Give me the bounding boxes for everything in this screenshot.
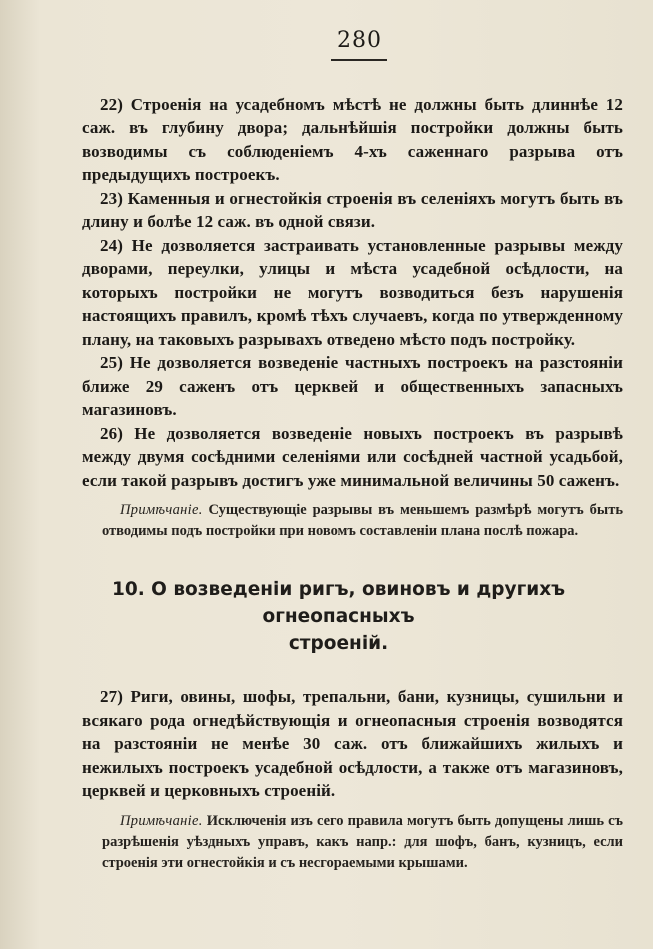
section-heading-line-2: строеній. xyxy=(288,633,389,654)
paragraph-23: 23) Каменныя и огнестойкія строенія въ селеніяхъ могутъ быть въ длину и болѣе 12 саж. въ одной связи. xyxy=(82,188,623,231)
paragraph-27: 27) Риги, овины, шофы, трепальни, бани, кузницы, сушильни и всякаго рода огнедѣйствующія и огнеопасныя строенія возводятся на разстояніи не менѣе 30 саж. отъ ближайшихъ жилыхъ и нежилыхъ построекъ усадебной осѣдлости, а также отъ магазиновъ, церквей и церковныхъ строеній. xyxy=(82,687,623,800)
note-2 xyxy=(102,811,623,874)
section-heading-line-1: 10. О возведеніи ригъ, овиновъ и другихъ огнеопасныхъ xyxy=(111,579,566,627)
note-2-text: Исключенія изъ сего правила могутъ быть допущены лишь съ разрѣшенія уѣздныхъ управъ, какъ напр.: для шофъ, банъ, кузницъ, если строенія эти огнестойкія и съ несгораемыми крышами. xyxy=(102,812,623,871)
paragraph-22: 22) Строенія на усадебномъ мѣстѣ не должны быть длиннѣе 12 саж. въ глубину двора; дальнѣйшія постройки должны быть возводимы съ соблюденіемъ 4-хъ саженнаго разрыва отъ предыдущихъ построекъ. xyxy=(82,94,623,184)
page-number: 280 xyxy=(337,28,382,53)
note-1 xyxy=(102,500,623,542)
paragraph-26: 26) Не дозволяется возведеніе новыхъ построекъ въ разрывѣ между двумя сосѣдними селеніями или сосѣдней частной усадьбой, если такой разрывъ достигъ уже минимальной величины 50 саженъ. xyxy=(82,423,623,490)
page-number-rule xyxy=(331,59,387,61)
note-2-label: Примѣчаніе. xyxy=(120,812,203,829)
note-1-text: Существующіе разрывы въ меньшемъ размѣрѣ могутъ быть отводимы подъ постройки при новомъ составленіи плана послѣ пожара. xyxy=(102,502,623,539)
paragraph-24: 24) Не дозволяется застраивать установленные разрывы между дворами, переулки, улицы и мѣста усадебной осѣдлости, на которыхъ постройки не могутъ возводиться безъ нарушенія настоящихъ правилъ, кромѣ тѣхъ случаевъ, когда по утвержденному плану, на таковыхъ разрывахъ отведено мѣсто подъ постройку. xyxy=(82,235,623,349)
section-heading xyxy=(54,576,623,657)
paragraph-25: 25) Не дозволяется возведеніе частныхъ построекъ на разстояніи ближе 29 саженъ отъ церквей и общественныхъ запасныхъ магазиновъ. xyxy=(82,353,623,419)
note-1-label: Примѣчаніе. xyxy=(120,502,203,518)
